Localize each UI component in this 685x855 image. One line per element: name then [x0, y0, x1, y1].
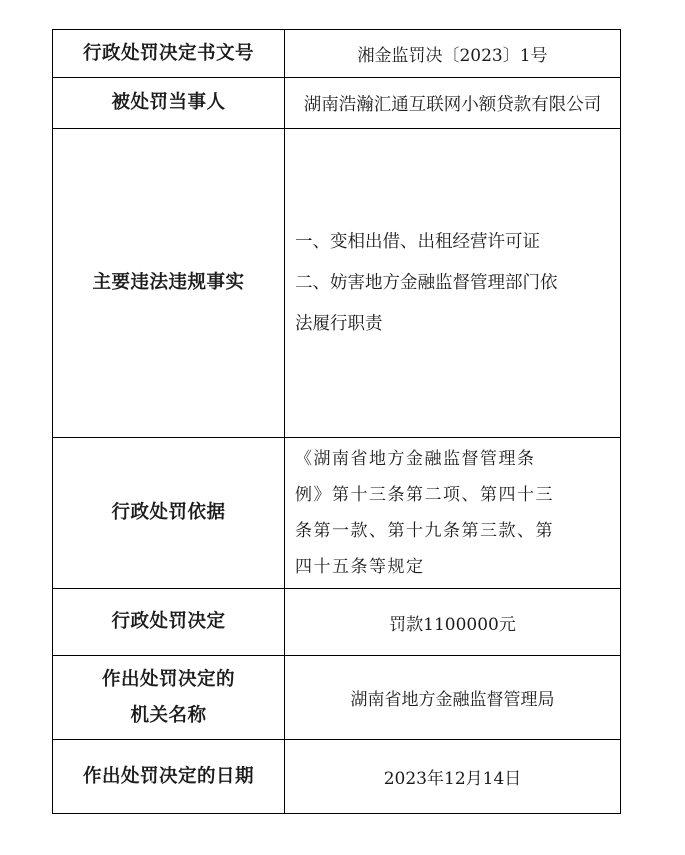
table-row [53, 438, 621, 589]
violation-facts-value [285, 129, 621, 438]
violation-facts-label: 主要违法违规事实 [53, 129, 285, 438]
penalty-table [52, 29, 621, 814]
authority-label-line: 作出处罚决定的 [101, 668, 235, 690]
party-value: 湖南浩瀚汇通互联网小额贷款有限公司 [285, 78, 621, 129]
basis-line: 四十五条等规定 [295, 557, 425, 577]
table-row [53, 78, 621, 129]
violation-fact-line: 法履行职责 [295, 313, 383, 334]
basis-line: 例》第十三条第二项、第四十三 [295, 485, 554, 505]
table-row [53, 30, 621, 78]
authority-value: 湖南省地方金融监督管理局 [285, 656, 621, 740]
authority-label-line: 机关名称 [130, 704, 207, 726]
table-row [53, 656, 621, 740]
penalty-decision-label: 行政处罚决定 [53, 589, 285, 656]
decision-date-value: 2023年12月14日 [285, 740, 621, 814]
decision-date-label: 作出处罚决定的日期 [53, 740, 285, 814]
authority-label [53, 656, 285, 740]
violation-fact-line: 二、妨害地方金融监督管理部门依 [295, 272, 558, 293]
violation-fact-line: 一、变相出借、出租经营许可证 [295, 231, 540, 252]
penalty-basis-label: 行政处罚依据 [53, 438, 285, 589]
penalty-decision-value: 罚款1100000元 [285, 589, 621, 656]
basis-line: 《湖南省地方金融监督管理条 [295, 449, 536, 469]
table-row [53, 589, 621, 656]
table-row [53, 129, 621, 438]
doc-number-label: 行政处罚决定书文号 [53, 30, 285, 78]
basis-line: 条第一款、第十九条第三款、第 [295, 521, 554, 541]
penalty-basis-value [285, 438, 621, 589]
doc-number-value: 湘金监罚决〔2023〕1号 [285, 30, 621, 78]
party-label: 被处罚当事人 [53, 78, 285, 129]
table-row [53, 740, 621, 814]
